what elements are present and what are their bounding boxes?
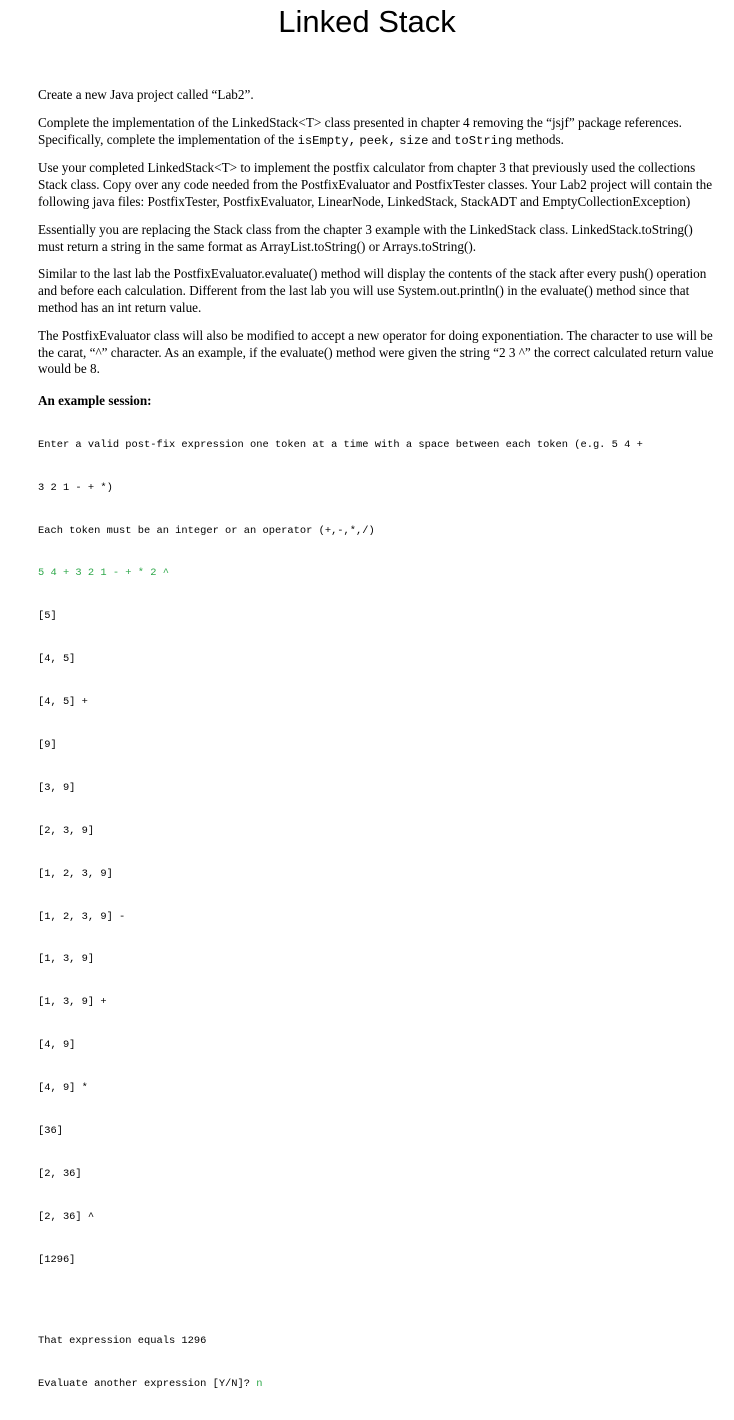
example-session-output xyxy=(38,409,714,1420)
stack-line: [4, 9] xyxy=(38,1039,76,1052)
stack-line: [9] xyxy=(38,738,57,751)
paragraph-display-stack: Similar to the last lab the PostfixEvaluator.evaluate() method will display the contents of the stack after every push() operation and before each calculation. Different from the last lab you will use System.out.println() in the evaluate() method since that method has an int return value. xyxy=(38,266,707,315)
session-user-input: 5 4 + 3 2 1 - + * 2 ^ xyxy=(38,567,169,580)
session-again-input: n xyxy=(256,1378,263,1391)
session-again-prompt: Evaluate another expression [Y/N]? xyxy=(38,1378,257,1391)
code-peek: peek, xyxy=(359,133,396,148)
page-title: Linked Stack xyxy=(278,4,456,39)
code-isempty: isEmpty, xyxy=(297,133,357,148)
stack-line: [4, 5] + xyxy=(38,696,88,709)
paragraph-replace-stack: Essentially you are replacing the Stack class from the chapter 3 example with the LinkedStack class. LinkedStack.toString() must return a string in the same format as ArrayList.toString() or Arrays.toString(). xyxy=(38,221,693,254)
p2-text-and: and xyxy=(428,131,455,147)
stack-line: [4, 9] * xyxy=(38,1082,88,1095)
code-size: size xyxy=(399,133,429,148)
stack-line: [1, 3, 9] xyxy=(38,953,95,966)
stack-line: [2, 3, 9] xyxy=(38,824,95,837)
stack-line: [2, 36] ^ xyxy=(38,1210,95,1223)
stack-line: [36] xyxy=(38,1125,63,1137)
stack-line: [4, 5] xyxy=(38,653,76,666)
session-prompt-line-2: 3 2 1 - + *) xyxy=(38,481,113,494)
paragraph-use-linkedstack: Use your completed LinkedStack<T> to implement the postfix calculator from chapter 3 that previously used the collections Stack class. Copy over any code needed from the PostfixEvaluator and PostfixTester classes. Your Lab2 project will contain the following java files: PostfixTester, PostfixEvaluator, LinearNode, LinkedStack, StackADT and EmptyCollectionException) xyxy=(38,160,713,209)
session-token-rule: Each token must be an integer or an operator (+,-,*,/) xyxy=(38,524,375,537)
session-blank-line xyxy=(38,1296,714,1306)
stack-line: [5] xyxy=(38,610,57,623)
stack-line: [1, 2, 3, 9] - xyxy=(38,910,126,923)
stack-line: [2, 36] xyxy=(38,1167,82,1180)
session-again-line xyxy=(38,1377,714,1391)
stack-line: [3, 9] xyxy=(38,781,76,794)
stack-line: [1296] xyxy=(38,1253,76,1266)
stack-line: [1, 2, 3, 9] xyxy=(38,867,113,880)
p2-text-after: methods. xyxy=(512,131,564,147)
paragraph-create-project: Create a new Java project called “Lab2”. xyxy=(38,87,254,102)
session-prompt-line-1: Enter a valid post-fix expression one token at a time with a space between each token (e.g. 5 4 + xyxy=(38,438,643,451)
code-tostring: toString xyxy=(454,133,513,148)
paragraph-exponentiation: The PostfixEvaluator class will also be modified to accept a new operator for doing exponentiation. The character to use will be the carat, “^” character. As an example, if the evaluate() method were given the string “2 3 ^” the correct calculated return value would be 8. xyxy=(38,327,714,377)
session-heading: An example session: xyxy=(38,393,152,409)
document-body xyxy=(38,87,714,1420)
paragraph-complete-implementation xyxy=(38,115,714,150)
stack-line: [1, 3, 9] + xyxy=(38,996,107,1009)
p2-text-before: Complete the implementation of the LinkedStack<T> class presented in chapter 4 removing the “jsjf” package references. Specifically, complete the implementation of the xyxy=(38,114,682,147)
session-result: That expression equals 1296 xyxy=(38,1335,207,1348)
